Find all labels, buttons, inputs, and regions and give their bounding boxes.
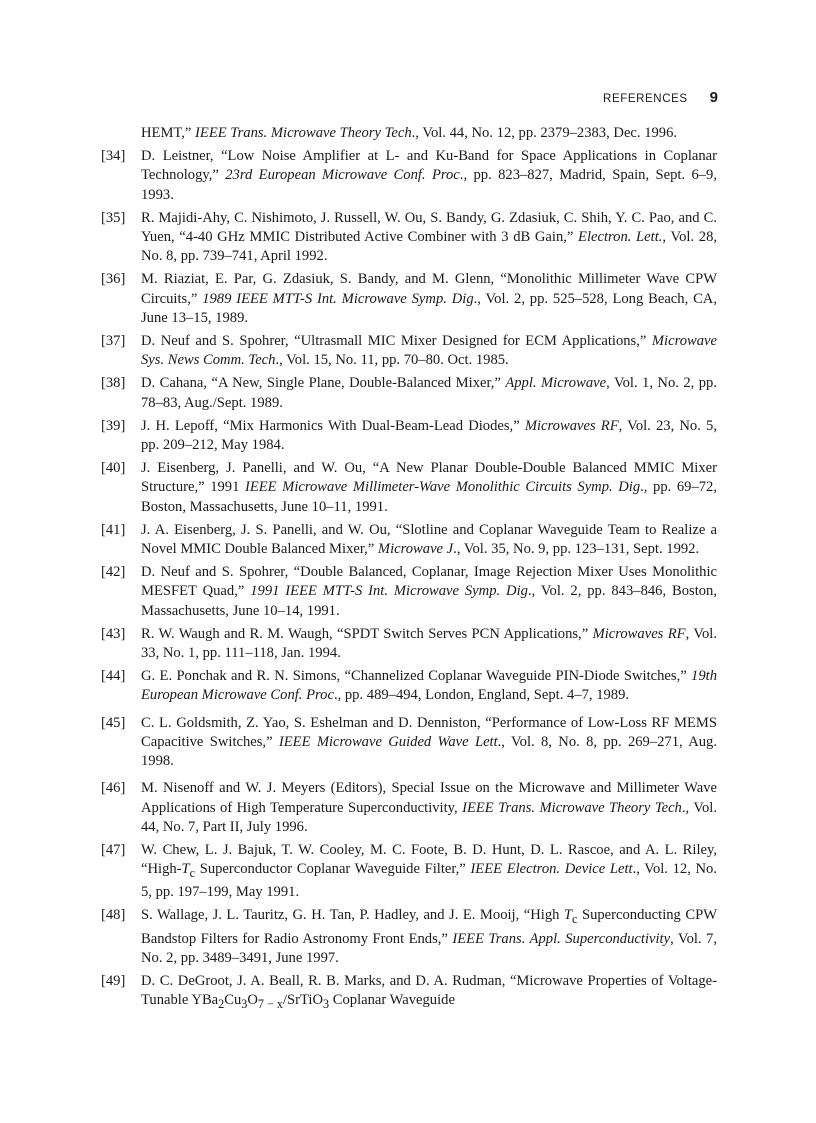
text-run: S. Wallage, J. L. Tauritz, G. H. Tan, P. Hadley, and J. E. Mooij, “High [141, 907, 564, 924]
reference-item [101, 374, 717, 412]
reference-text [141, 271, 717, 325]
italic-text: T [563, 907, 573, 924]
text-run: Coplanar Waveguide [329, 992, 455, 1009]
reference-item [101, 667, 717, 705]
text-run: , Vol. 33, No. 1, pp. 111–118, Jan. 1994. [141, 625, 717, 662]
page-number: 9 [709, 89, 718, 106]
subscript-text: 2 [218, 997, 225, 1012]
text-run: D. Neuf and S. Spohrer, “Double Balanced, Coplanar, Image Rejection Mixer Uses Monolithic MESFET Quad,” [141, 564, 717, 600]
italic-text: T [181, 861, 190, 878]
reference-number: [35] [101, 209, 126, 226]
reference-number: [40] [101, 460, 126, 477]
reference-item [101, 417, 717, 455]
text-run: O [247, 992, 258, 1009]
text-run: ., Vol. 44, No. 12, pp. 2379–2383, Dec. 1996. [411, 125, 678, 141]
text-run: HEMT,” [141, 125, 196, 141]
text-run: ., Vol. 44, No. 7, Part II, July 1996. [141, 799, 717, 835]
text-run: R. W. Waugh and R. M. Waugh, “SPDT Switch Serves PCN Applications,” [141, 625, 593, 642]
reference-number: [44] [101, 668, 126, 685]
italic-text: IEEE Trans. Microwave Theory Tech [462, 799, 682, 816]
subscript-text: 7 − x [257, 997, 283, 1012]
text-run: G. E. Ponchak and R. N. Simons, “Channelized Coplanar Waveguide PIN-Diode Switches,” [141, 668, 692, 685]
reference-text [141, 972, 717, 1012]
text-run: Superconductor Coplanar Waveguide Filter,” [195, 861, 471, 878]
reference-item [101, 625, 717, 663]
italic-text: 1989 IEEE MTT-S Int. Microwave Symp. Dig [202, 290, 474, 307]
reference-number: [42] [101, 564, 126, 581]
text-run: ., Vol. 2, pp. 525–528, Long Beach, CA, June 13–15, 1989. [141, 290, 717, 326]
text-run: ., Vol. 12, No. 5, pp. 197–199, May 1991. [141, 861, 717, 901]
reference-text [141, 907, 717, 965]
text-run: D. Leistner, “Low Noise Amplifier at L- and Ku-Band for Space Applications in Coplanar Technology,” [141, 148, 717, 184]
subscript-text: c [572, 912, 578, 927]
italic-text: 23rd European Microwave Conf. Proc [225, 167, 460, 184]
reference-item [101, 841, 717, 903]
text-run: Superconducting CPW Bandstop Filters for Radio Astronomy Front Ends,” [141, 907, 717, 947]
text-run: D. Neuf and S. Spohrer, “Ultrasmall MIC Mixer Designed for ECM Applications,” [141, 333, 652, 350]
reference-continuation [101, 124, 717, 143]
subscript-text: 3 [241, 997, 248, 1012]
text-run: , Vol. 1, No. 2, pp. 78–83, Aug./Sept. 1989. [141, 375, 718, 411]
text-run: W. Chew, L. J. Bajuk, T. W. Cooley, M. C. Foote, B. D. Hunt, D. L. Rascoe, and A. L. Riley, “High- [141, 841, 717, 878]
reference-item [101, 270, 717, 328]
subscript-text: 3 [323, 997, 330, 1012]
reference-number: [39] [101, 417, 126, 434]
reference-item [101, 521, 717, 559]
reference-text [141, 564, 717, 618]
reference-text [141, 333, 717, 368]
reference-number: [47] [101, 841, 126, 858]
text-run: /SrTiO [283, 992, 324, 1009]
text-run: M. Nisenoff and W. J. Meyers (Editors), Special Issue on the Microwave and Millimeter Wave Applications of High Temperature Superconductivity, [141, 780, 717, 816]
text-run: J. Eisenberg, J. Panelli, and W. Ou, “A New Planar Double-Double Balanced MMIC Mixer Structure,” 1991 [141, 460, 717, 496]
text-run: ., Vol. 8, No. 8, pp. 269–271, Aug. 1998. [141, 733, 717, 770]
reference-item [101, 209, 717, 267]
text-run: J. A. Eisenberg, J. S. Panelli, and W. Ou, “Slotline and Coplanar Waveguide Team to Realize a Novel MMIC Double Balanced Mixer,” [141, 521, 717, 558]
italic-text: IEEE Trans. Appl. Superconductivity [452, 930, 671, 947]
text-run: M. Riaziat, E. Par, G. Zdasiuk, S. Bandy, and M. Glenn, “Monolithic Millimeter Wave CPW Circuits,” [141, 271, 717, 307]
reference-text [141, 210, 717, 264]
italic-text: 19th European Microwave Conf. Proc [141, 668, 717, 704]
reference-text [141, 668, 717, 703]
reference-item [101, 563, 717, 621]
reference-number: [43] [101, 625, 126, 642]
text-run: ., pp. 823–827, Madrid, Spain, Sept. 6–9, 1993. [141, 167, 717, 203]
reference-number: [38] [101, 375, 126, 392]
reference-text [141, 418, 717, 453]
reference-list [101, 124, 717, 1018]
reference-text [141, 148, 717, 202]
italic-text: Microwaves RF [524, 417, 619, 434]
text-run: J. H. Lepoff, “Mix Harmonics With Dual-Beam-Lead Diodes,” [141, 417, 525, 434]
italic-text: Microwave J [377, 541, 454, 558]
reference-item [101, 714, 717, 772]
text-run: ., pp. 489–494, London, England, Sept. 4–7, 1989. [333, 687, 630, 704]
italic-text: Appl. Microwave [505, 375, 607, 392]
reference-text [141, 375, 717, 410]
reference-number: [34] [101, 148, 126, 165]
reference-number: [49] [101, 972, 126, 989]
italic-text: IEEE Microwave Guided Wave Lett [278, 733, 498, 750]
reference-text [141, 460, 717, 514]
italic-text: IEEE Electron. Device Lett [470, 861, 633, 878]
reference-number: [48] [101, 907, 126, 924]
italic-text: 1991 IEEE MTT-S Int. Microwave Symp. Dig [250, 583, 528, 600]
text-run: ., Vol. 2, pp. 843–846, Boston, Massachusetts, June 10–14, 1991. [141, 583, 717, 619]
reference-number: [41] [101, 521, 126, 538]
reference-item [101, 906, 717, 968]
reference-number: [46] [101, 780, 126, 797]
italic-text: Electron. Lett. [578, 229, 663, 246]
subscript-text: c [189, 866, 196, 881]
text-run: C. L. Goldsmith, Z. Yao, S. Eshelman and D. Denniston, “Performance of Low-Loss RF MEMS Capacitive Switches,” [141, 714, 717, 750]
running-head-title: REFERENCES [603, 93, 688, 105]
reference-number: [45] [101, 714, 126, 731]
text-run: D. C. DeGroot, J. A. Beall, R. B. Marks, and D. A. Rudman, “Microwave Properties of Voltage-Tunable YBa [141, 972, 717, 1009]
text-run: ., Vol. 35, No. 9, pp. 123–131, Sept. 1992. [453, 541, 700, 558]
text-run: , Vol. 23, No. 5, pp. 209–212, May 1984. [141, 417, 717, 454]
italic-text: IEEE Microwave Millimeter-Wave Monolithic Circuits Symp. Dig [244, 479, 641, 496]
reference-item [101, 459, 717, 517]
reference-item [101, 147, 717, 205]
reference-item [101, 779, 717, 837]
reference-text [141, 780, 717, 834]
reference-item [101, 332, 717, 370]
text-run: , Vol. 28, No. 8, pp. 739–741, April 1992. [141, 229, 718, 265]
text-run: ., Vol. 15, No. 11, pp. 70–80. Oct. 1985. [275, 352, 509, 369]
text-run: , Vol. 7, No. 2, pp. 3489–3491, June 1997. [141, 930, 717, 966]
running-head [603, 89, 718, 106]
text-run: Cu [224, 992, 242, 1009]
reference-text [141, 522, 717, 557]
italic-text: Microwaves RF [592, 625, 686, 642]
reference-text [141, 842, 717, 900]
reference-text [141, 626, 717, 661]
text-run: ., pp. 69–72, Boston, Massachusetts, June 10–11, 1991. [141, 479, 717, 515]
reference-number: [36] [101, 271, 126, 288]
reference-item [101, 972, 717, 1014]
text-run: D. Cahana, “A New, Single Plane, Double-Balanced Mixer,” [141, 375, 506, 392]
italic-text: IEEE Trans. Microwave Theory Tech [195, 125, 412, 141]
reference-text [141, 715, 717, 769]
italic-text: Microwave Sys. News Comm. Tech [141, 333, 717, 369]
reference-number: [37] [101, 333, 126, 350]
text-run: R. Majidi-Ahy, C. Nishimoto, J. Russell, W. Ou, S. Bandy, G. Zdasiuk, C. Shih, Y. C. Pao, and C. Yuen, “4-40 GHz MMIC Distributed Active Combiner with 3 dB Gain,” [141, 209, 717, 246]
